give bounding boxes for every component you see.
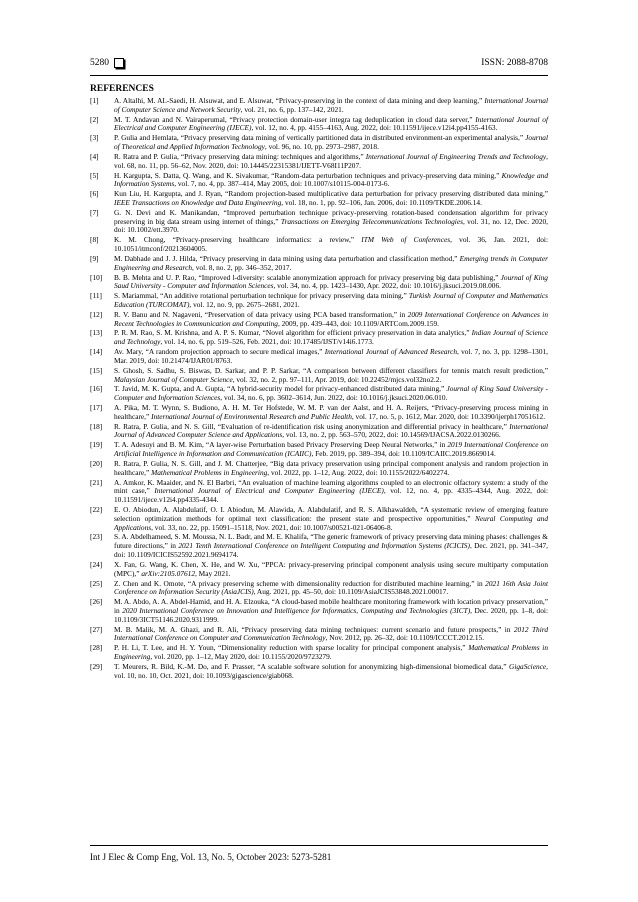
reference-number: [15] [90, 365, 103, 375]
reference-segment: S. Ghosh, S. Sadhu, S. Biswas, D. Sarkar, and P. P. Sarkar, “A comparison between different classifiers for tennis match result prediction,” [114, 365, 548, 375]
reference-segment: T. Javid, M. K. Gupta, and A. Gupta, “A hybrid-security model for privacy-enhanced distributed data mining,” [114, 384, 447, 394]
reference-number: [1] [90, 96, 99, 105]
reference-segment: T. A. Adesuyi and B. M. Kim, “A layer-wise Perturbation based Privacy Preserving Deep Neural Networks,” in [114, 440, 448, 450]
reference-item [90, 209, 548, 235]
reference-number: [14] [90, 347, 103, 357]
reference-venue: International Journal of Advanced Research [324, 347, 458, 357]
reference-item [90, 479, 548, 505]
reference-segment: , Aug. 2021, pp. 45–50, doi: 10.1109/AsiaJCIS53848.2021.00017. [253, 587, 449, 597]
reference-item [90, 423, 548, 441]
reference-item [90, 385, 548, 403]
reference-segment: R. Ratra, P. Gulia, N. S. Gill, and J. M. Chatterjee, “Big data privacy preservation using principal component analysis and random projection in healthcare,” [114, 458, 548, 477]
reference-number: [4] [90, 151, 99, 161]
reference-venue: Knowledge and Information Systems [114, 170, 548, 189]
reference-segment: , vol. 34, no. 4, pp. 1423–1430, Apr. 2022, doi: 10.1016/j.jksuci.2019.08.006. [273, 281, 501, 291]
reference-segment: , 2009, pp. 439–443, doi: 10.1109/ARTCom.2009.159. [277, 318, 439, 328]
reference-venue: IEEE Transactions on Knowledge and Data Engineering [114, 198, 282, 207]
reference-venue: Emerging trends in Computer Engineering and Research [114, 253, 548, 272]
reference-segment: R. Ratra and P. Gulia, “Privacy preserving data mining: techniques and algorithms,” [114, 151, 366, 161]
reference-number: [18] [90, 421, 103, 431]
reference-venue: International Journal of Environmental Research and Public Health [151, 411, 352, 421]
reference-segment: , vol. 17, no. 5, p. 1612, Mar. 2020, doi: 10.3390/ijerph17051612. [351, 411, 546, 421]
reference-text [114, 254, 548, 272]
reference-item [90, 441, 548, 459]
reference-number: [10] [90, 272, 103, 282]
reference-segment: P. R. M. Rao, S. M. Krishna, and A. P. S. Kumar, “Novel algorithm for efficient privacy preservation in data analytics,” [114, 328, 472, 338]
reference-number: [5] [90, 170, 99, 180]
reference-segment: , vol. 33, no. 22, pp. 15091–15118, Nov. 2021, doi: 10.1007/s00521-021-06406-8. [151, 522, 393, 532]
reference-number: [29] [90, 661, 103, 671]
reference-segment: B. B. Mehta and U. P. Rao, “Improved l-diversity: scalable anonymization approach for privacy preserving big data publishing,” [114, 272, 501, 282]
reference-item [90, 506, 548, 532]
reference-segment: M. A. Abdo, A. A. Abdel-Hamid, and H. A. Elzouka, “A cloud-based mobile healthcare monitoring framework with location privacy preservation,” in [114, 597, 548, 615]
reference-venue: Transactions on Emerging Telecommunications Technologies [280, 216, 463, 226]
reference-text [114, 459, 548, 477]
reference-venue: Turkish Journal of Computer and Mathematics Education (TURCOMAT) [114, 291, 548, 309]
header-rule [90, 75, 548, 76]
reference-number: [20] [90, 458, 103, 468]
reference-segment: A. Amkor, K. Maaider, and N. El Barbri, “An evaluation of machine learning algorithms coupled to an electronic olfactory system: a study of the mint case,” [114, 477, 548, 496]
reference-item [90, 97, 548, 115]
reference-number: [7] [90, 207, 99, 217]
reference-venue: Journal of King Saud University - Computer and Information Sciences [114, 272, 548, 291]
reference-segment: R. V. Banu and N. Nagaveni, “Preservation of data privacy using PCA based transformation,” in [114, 309, 408, 319]
reference-text [114, 597, 548, 624]
reference-segment: T. Meurers, R. Bild, K.-M. Do, and F. Prasser, “A scalable software solution for anonymizing high-dimensional biomedical data,” [114, 661, 510, 671]
reference-item [90, 311, 548, 329]
reference-item [90, 153, 548, 171]
reference-segment: , vol. 13, no. 2, pp. 563–570, 2022, doi: 10.14569/IJACSA.2022.0130266. [282, 430, 501, 440]
reference-venue: 2019 International Conference on Artificial Intelligence in Information and Communication (ICAIIC) [114, 440, 549, 459]
reference-item [90, 116, 548, 134]
reference-segment: , vol. 21, no. 6, pp. 137–142, 2021. [240, 104, 344, 114]
reference-segment: K. M. Chong, “Privacy-preserving healthcare informatics: a review,” [114, 235, 362, 245]
reference-number: [13] [90, 328, 103, 338]
reference-item [90, 348, 548, 366]
reference-venue: Neural Computing and Applications [114, 513, 549, 532]
reference-venue: Mathematical Problems in Engineering [151, 467, 268, 477]
reference-segment: R. Ratra, P. Gulia, and N. S. Gill, “Evaluation of re-identification risk using anonymization and differential privacy in healthcare,” [114, 421, 510, 431]
reference-segment: X. Fan, G. Wang, K. Chen, X. He, and W. Xu, “PPCA: privacy-preserving principal component analysis using secure multiparty computation (MPC),” [114, 559, 548, 578]
reference-item [90, 598, 548, 624]
page-header [90, 58, 548, 72]
reference-venue: Indian Journal of Science and Technology [114, 328, 548, 347]
reference-venue: 2009 International Conference on Advances in Recent Technologies in Communication and Computing [114, 309, 548, 328]
reference-segment: P. Gulia and Hemlata, “Privacy preserving data mining of vertically partitioned data in distributed environment-an experimental analysis,” [114, 133, 526, 143]
reference-item [90, 460, 548, 478]
reference-venue: International Journal of Engineering Trends and Technology [365, 151, 547, 161]
reference-segment: M. Dabhade and J. J. Hilda, “Privacy preserving in data mining using data perturbation and classification method,” [114, 253, 460, 263]
reference-item [90, 329, 548, 347]
reference-number: [24] [90, 559, 103, 569]
reference-text [114, 579, 548, 597]
reference-item [90, 580, 548, 598]
reference-item [90, 644, 548, 662]
reference-segment: H. Kargupta, S. Datta, Q. Wang, and K. Sivakumar, “Random-data perturbation techniques and privacy-preserving data mining,” [114, 170, 502, 180]
reference-venue: International Journal of Electrical and Computer Engineering (IJECE) [114, 114, 548, 133]
reference-venue: International Journal of Electrical and Computer Engineering (IJECE) [154, 486, 384, 496]
reference-venue: Journal of Theoretical and Applied Information Technology [114, 133, 548, 152]
reference-item [90, 626, 548, 644]
reference-segment: S. Mariammal, “An additive rotational perturbation technique for privacy preserving data mining,” [114, 291, 409, 301]
reference-text [114, 96, 548, 114]
reference-segment: , vol. 8, no. 2, pp. 346–352, 2017. [192, 262, 292, 272]
reference-segment: , Nov. 2012, pp. 26–32, doi: 10.1109/ICCCT.2012.15. [325, 633, 485, 643]
reference-segment: , vol. 7, no. 4, pp. 387–414, May 2005, doi: 10.1007/s10115-004-0173-6. [174, 179, 390, 189]
reference-segment: , vol. 12, no. 9, pp. 2675–2681, 2021. [189, 300, 300, 309]
reference-segment: Kun Liu, H. Kargupta, and J. Ryan, “Random projection-based multiplicative data perturbation for privacy preserving distributed data mining,” [114, 189, 548, 199]
reference-venue: Journal of King Saud University - Computer and Information Sciences [114, 384, 549, 403]
reference-number: [27] [90, 624, 103, 634]
footer-rule [90, 845, 548, 846]
reference-number: [17] [90, 403, 103, 413]
reference-text [114, 505, 548, 532]
reference-item [90, 367, 548, 385]
reference-segment: M. B. Malik, M. A. Ghazi, and R. Ali, “Privacy preserving data mining techniques: current scenario and future prospects,” in [114, 624, 514, 634]
reference-text [114, 560, 548, 578]
reference-number: [8] [90, 235, 99, 245]
reference-text [114, 152, 548, 170]
reference-item [90, 172, 548, 190]
issn-label: ISSN: 2088-8708 [481, 58, 548, 68]
reference-number: [26] [90, 597, 103, 607]
reference-venue: 2012 Third International Conference on Computer and Communication Technology [114, 624, 548, 643]
reference-item [90, 255, 548, 273]
reference-segment: A. Altalhi, M. AL-Saedi, H. Alsuwat, and E. Alsuwat, “Privacy-preserving in the context of data mining and deep learning,” [114, 96, 485, 105]
reference-venue: International Journal of Computer Science and Network Security [114, 96, 548, 114]
reference-segment: , Feb. 2019, pp. 389–394, doi: 10.1109/ICAIIC.2019.8669014. [311, 449, 496, 459]
reference-item [90, 190, 548, 208]
reference-text [114, 384, 548, 402]
reference-segment: , vol. 34, no. 6, pp. 3602–3614, Jun. 2022, doi: 10.1016/j.jksuci.2020.06.010. [220, 393, 448, 403]
reference-text [114, 532, 548, 559]
page-number: 5280 [90, 58, 109, 68]
reference-venue: 2021 16th Asia Joint Conference on Information Security (AsiaJCIS) [114, 578, 549, 597]
reference-item [90, 134, 548, 152]
reference-text [114, 625, 548, 643]
reference-number: [28] [90, 643, 103, 653]
reference-segment: S. A. Abdelhameed, S. M. Moussa, N. L. Badr, and M. E. Khalifa, “The generic framework of privacy preserving data mining phases: challenges & future directions,” in [114, 532, 548, 551]
reference-text [114, 273, 548, 291]
reference-venue: GigaScience [509, 661, 547, 671]
reference-number: [23] [90, 532, 103, 542]
reference-segment: G. N. Devi and K. Manikandan, “Improved perturbation technique privacy-preserving rotation-based condensation algorithm for privacy preserving in big data stream using internet of things,” [114, 207, 548, 226]
reference-number: [2] [90, 114, 99, 124]
reference-number: [9] [90, 253, 99, 263]
reference-venue: ITM Web of Conferences [361, 235, 451, 245]
reference-number: [12] [90, 309, 103, 319]
reference-number: [25] [90, 578, 103, 588]
reference-segment: , vol. 36, Jan. 2021, doi: 10.1051/itmconf/20213604005. [114, 235, 548, 254]
reference-segment: , vol. 32, no. 2, pp. 97–111, Apr. 2019, doi: 10.22452/mjcs.vol32no2.2. [232, 374, 442, 384]
reference-segment: , vol. 12, no. 4, pp. 4335–4344, Aug. 2022, doi: 10.11591/ijece.v12i4.pp4335-4344. [114, 486, 548, 505]
reference-text [114, 440, 548, 458]
square-shadow-icon [114, 58, 124, 68]
reference-text [114, 310, 548, 328]
reference-text [114, 366, 548, 384]
reference-venue: arXiv:2105.07612 [141, 568, 195, 578]
reference-segment: Av. Mary, “A random projection approach to secure medical images,” [114, 347, 325, 357]
reference-number: [22] [90, 505, 103, 515]
reference-venue: International Journal of Advanced Computer Science and Applications [114, 421, 548, 440]
reference-item [90, 404, 548, 422]
reference-number: [6] [90, 189, 99, 199]
reference-text [114, 347, 548, 365]
reference-segment: A. Pika, M. T. Wynn, S. Budiono, A. H. M. Ter Hofstede, W. M. P. van der Aalst, and H. A. Reijers, “Privacy-preserving process mining in healthcare,” [114, 403, 548, 421]
reference-segment: , vol. 2020, pp. 1–12, May 2020, doi: 10.1155/2020/9723279. [150, 652, 332, 662]
reference-item [90, 533, 548, 559]
reference-list [90, 97, 548, 682]
reference-item [90, 274, 548, 292]
reference-venue: Mathematical Problems in Engineering [114, 643, 548, 662]
reference-number: [19] [90, 440, 103, 450]
reference-item [90, 561, 548, 579]
reference-segment: , Dec. 2020, pp. 1–8, doi: 10.1109/3ICT51146.2020.9311999. [114, 606, 548, 624]
reference-text [114, 643, 548, 661]
reference-segment: , vol. 7, no. 3, pp. 1298–1301, Mar. 2019, doi: 10.21474/IJAR01/8763. [114, 347, 548, 365]
reference-venue: 2020 International Conference on Innovation and Intelligence for Informatics, Computing and Technologies (3ICT) [122, 606, 471, 615]
reference-segment: E. O. Abiodun, A. Alabdulatif, O. I. Abiodun, M. Alawida, A. Alabdulatif, and R. S. Alkhawaldeh, “A systematic review of emerging feature selection optimization methods for optimal text classification: the present state and prospective opportunities,” [114, 505, 548, 523]
reference-text [114, 115, 548, 133]
reference-segment: , Dec. 2021, pp. 341–347, doi: 10.1109/ICICIS52592.2021.9694174. [114, 541, 549, 560]
section-title: REFERENCES [90, 84, 154, 94]
reference-segment: , vol. 10, no. 10, Oct. 2021, doi: 10.1093/gigascience/giab068. [114, 661, 548, 680]
reference-segment: , May 2021. [195, 568, 231, 578]
reference-item [90, 236, 548, 254]
reference-segment: , vol. 14, no. 6, pp. 519–526, Feb. 2021, doi: 10.17485/IJST/v14i6.1773. [160, 337, 374, 347]
reference-text [114, 662, 548, 680]
reference-text [114, 133, 548, 151]
reference-venue: 2021 Tenth International Conference on Intelligent Computing and Information Systems (ICICIS) [178, 541, 470, 551]
page-footer: Int J Elec & Comp Eng, Vol. 13, No. 5, October 2023: 5273-5281 [90, 852, 332, 862]
reference-text [114, 291, 548, 309]
reference-venue: Malaysian Journal of Computer Science [114, 374, 233, 384]
reference-text [114, 403, 548, 421]
reference-number: [11] [90, 291, 102, 301]
reference-text [114, 171, 548, 189]
reference-text [114, 478, 548, 505]
reference-segment: , vol. 2022, pp. 1–12, Aug. 2022, doi: 10.1155/2022/6402274. [267, 467, 450, 477]
reference-text [114, 235, 548, 253]
reference-segment: , vol. 68, no. 11, pp. 56–62, Nov. 2020, doi: 10.14445/22315381/IJETT-V68I11P207. [114, 151, 548, 170]
reference-segment: P. H. Li, T. Lee, and H. Y. Youn, “Dimensionality reduction with sparse locality for principal component analysis,” [114, 643, 469, 653]
reference-item [90, 663, 548, 681]
reference-segment: , vol. 18, no. 1, pp. 92–106, Jan. 2006, doi: 10.1109/TKDE.2006.14. [281, 198, 482, 207]
reference-segment: M. T. Andavan and N. Vairaperumal, “Privacy protection domain-user integra tag deduplication in cloud data server,” [114, 114, 476, 124]
reference-text [114, 328, 548, 346]
reference-segment: , vol. 96, no. 10, pp. 2973–2987, 2018. [264, 142, 379, 152]
reference-segment: , vol. 31, no. 12, Dec. 2020, doi: 10.1002/ett.3970. [114, 216, 549, 235]
reference-item [90, 292, 548, 310]
reference-text [114, 189, 548, 207]
reference-text [114, 208, 548, 235]
reference-segment: Z. Chen and K. Omote, “A privacy preserving scheme with dimensionality reduction for distributed machine learning,” in [114, 578, 486, 588]
reference-number: [3] [90, 133, 99, 143]
reference-segment: , vol. 12, no. 4, pp. 4155–4163, Aug. 2022, doi: 10.11591/ijece.v12i4.pp4155-4163. [251, 123, 498, 133]
reference-number: [21] [90, 477, 103, 487]
reference-number: [16] [90, 384, 103, 394]
reference-text [114, 422, 548, 440]
